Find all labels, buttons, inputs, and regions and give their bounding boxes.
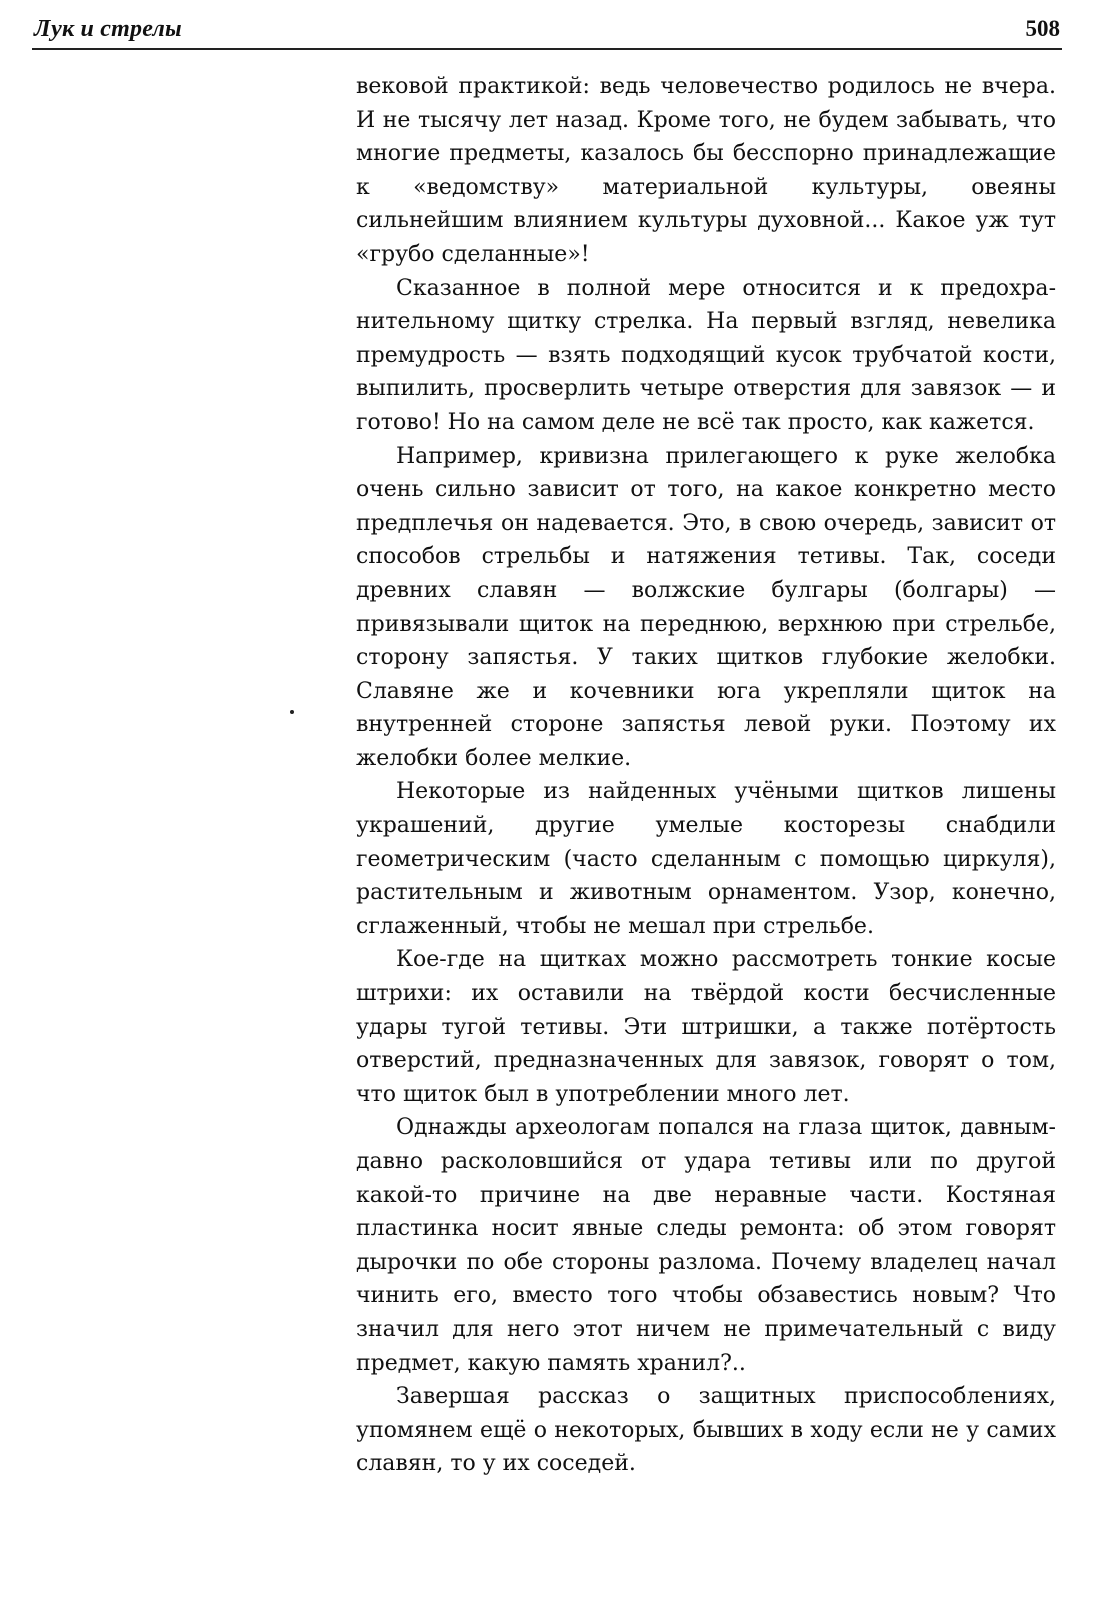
paragraph: Однажды археологам попался на глаза щиток, давным-давно расколовшийся от удара тетивы или по другой какой-то причине на две неравные части. Костяная пластинка носит явные следы ремонта: об этом говорят дырочки по обе стороны разлома. Почему владелец начал чинить его, вместо того чтобы обзавестись новым? Что значил для него этот ничем не примечательный с виду предмет, какую память хранил?.. [356, 1115, 1056, 1376]
paragraph-continuation: вековой практикой: ведь человечество родилось не вчера. И не тысячу лет назад. Кроме того, не будем забывать, что многие предметы, казалось бы бесспорно принадлежащие к «ведомству» материальной культуры, овеяны сильнейшим влиянием культуры духовной... Какое уж тут «грубо сделанные»! [356, 74, 1056, 267]
body-text [356, 70, 1056, 1481]
paragraph: Кое-где на щитках можно рассмотреть тонкие косые штрихи: их оставили на твёрдой кости бесчисленные удары тугой тетивы. Эти штришки, а также потёртость отверстий, предназначенных для завязок, говорят о том, что щиток был в употреблении много лет. [356, 947, 1056, 1107]
page-number: 508 [1025, 16, 1060, 41]
paragraph: Завершая рассказ о защитных приспособлениях, упомянем ещё о некоторых, бывших в ходу если не у самих славян, то у их соседей. [356, 1384, 1056, 1477]
paragraph: Некоторые из найденных учёными щитков лишены украшений, другие умелые косторезы снабдили геометрическим (часто сделанным с помощью циркуля), растительным и животным орнаментом. Узор, конечно, сглаженный, чтобы не мешал при стрельбе. [356, 779, 1056, 939]
paragraph: Сказанное в полной мере относится и к предохранительному щитку стрелка. На первый взгляд, невелика премудрость — взять подходящий кусок трубчатой кости, выпилить, просверлить четыре отверстия для завязок — и готово! Но на самом деле не всё так просто, как кажется. [356, 275, 1056, 435]
print-speck [290, 710, 294, 714]
page-header [32, 14, 1062, 50]
paragraph: Например, кривизна прилегающего к руке желобка очень сильно зависит от того, на какое конкретно место предплечья он надевается. Это, в свою очередь, зависит от способов стрельбы и натяжения тетивы. Так, соседи древних славян — волжские булгары (болгары) — привязывали щиток на переднюю, верхнюю при стрельбе, сторону запястья. У таких щитков глубокие желобки. Славяне же и кочевники юга укрепляли щиток на внутренней стороне запястья левой руки. Поэтому их желобки более мелкие. [356, 443, 1056, 771]
running-title: Лук и стрелы [34, 16, 182, 42]
